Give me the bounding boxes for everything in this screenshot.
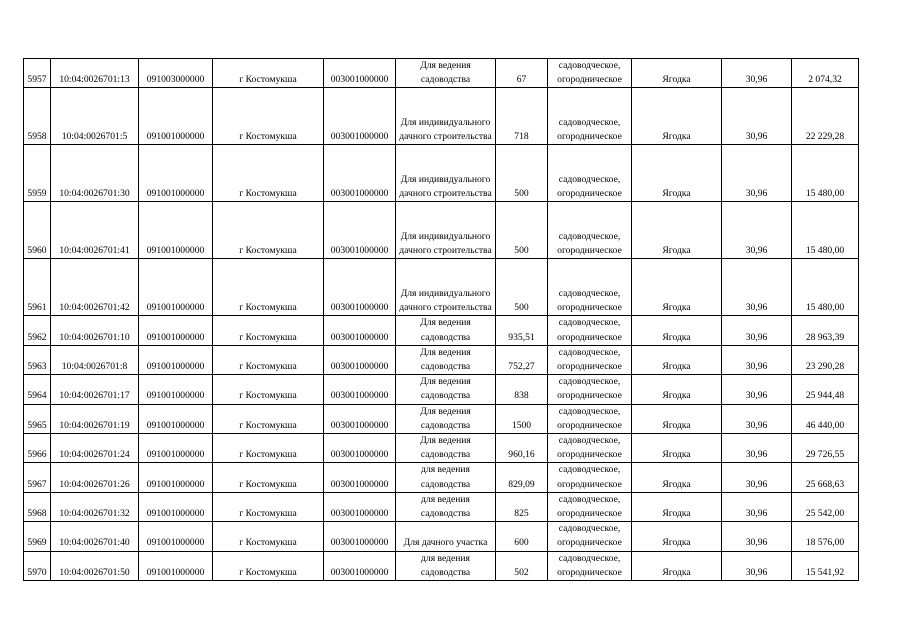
cadastral-number-cell: 10:04:0026701:50	[51, 551, 139, 580]
purpose-cell: Для дачного участка	[396, 522, 496, 551]
area-cell: 825	[496, 492, 548, 521]
cadastral-value-cell: 15 480,00	[792, 202, 859, 259]
category-cell: садоводческое, огородническое	[548, 259, 632, 316]
city-cell: г Костомукша	[213, 259, 324, 316]
cadastral-number-cell: 10:04:0026701:17	[51, 375, 139, 404]
area-cell: 600	[496, 522, 548, 551]
table-row	[24, 375, 859, 404]
table-row	[24, 551, 859, 580]
purpose-cell: Для ведения садоводства	[396, 345, 496, 374]
category-cell: садоводческое, огородническое	[548, 434, 632, 463]
row-number-cell: 5965	[24, 404, 51, 433]
oktmo-code-cell: 091001000000	[139, 375, 213, 404]
purpose-cell: Для ведения садоводства	[396, 59, 496, 88]
okato-code-cell: 003001000000	[324, 345, 396, 374]
okato-code-cell: 003001000000	[324, 88, 396, 145]
table-row	[24, 345, 859, 374]
row-number-cell: 5957	[24, 59, 51, 88]
rate-cell: 30,96	[722, 202, 792, 259]
row-number-cell: 5969	[24, 522, 51, 551]
city-cell: г Костомукша	[213, 345, 324, 374]
settlement-cell: Ягодка	[632, 463, 722, 492]
purpose-cell: для ведения садоводства	[396, 551, 496, 580]
settlement-cell: Ягодка	[632, 202, 722, 259]
purpose-cell: Для индивидуального дачного строительства	[396, 259, 496, 316]
table-row	[24, 202, 859, 259]
okato-code-cell: 003001000000	[324, 463, 396, 492]
category-cell: садоводческое, огородническое	[548, 59, 632, 88]
cadastral-value-cell: 29 726,55	[792, 434, 859, 463]
category-cell: садоводческое, огородническое	[548, 463, 632, 492]
area-cell: 752,27	[496, 345, 548, 374]
rate-cell: 30,96	[722, 522, 792, 551]
row-number-cell: 5968	[24, 492, 51, 521]
table-row	[24, 145, 859, 202]
okato-code-cell: 003001000000	[324, 492, 396, 521]
settlement-cell: Ягодка	[632, 551, 722, 580]
area-cell: 500	[496, 145, 548, 202]
okato-code-cell: 003001000000	[324, 259, 396, 316]
area-cell: 500	[496, 202, 548, 259]
purpose-cell: Для ведения садоводства	[396, 434, 496, 463]
cadastral-number-cell: 10:04:0026701:32	[51, 492, 139, 521]
rate-cell: 30,96	[722, 404, 792, 433]
cadastral-value-cell: 25 944,48	[792, 375, 859, 404]
rate-cell: 30,96	[722, 259, 792, 316]
category-cell: садоводческое, огородническое	[548, 404, 632, 433]
settlement-cell: Ягодка	[632, 345, 722, 374]
oktmo-code-cell: 091001000000	[139, 404, 213, 433]
cadastral-value-cell: 23 290,28	[792, 345, 859, 374]
settlement-cell: Ягодка	[632, 434, 722, 463]
cadastral-value-cell: 46 440,00	[792, 404, 859, 433]
cadastral-value-cell: 28 963,39	[792, 316, 859, 345]
area-cell: 838	[496, 375, 548, 404]
okato-code-cell: 003001000000	[324, 375, 396, 404]
okato-code-cell: 003001000000	[324, 404, 396, 433]
purpose-cell: Для индивидуального дачного строительства	[396, 145, 496, 202]
row-number-cell: 5961	[24, 259, 51, 316]
oktmo-code-cell: 091001000000	[139, 492, 213, 521]
row-number-cell: 5960	[24, 202, 51, 259]
purpose-cell: для ведения садоводства	[396, 463, 496, 492]
okato-code-cell: 003001000000	[324, 551, 396, 580]
rate-cell: 30,96	[722, 551, 792, 580]
rate-cell: 30,96	[722, 492, 792, 521]
city-cell: г Костомукша	[213, 522, 324, 551]
table-row	[24, 522, 859, 551]
row-number-cell: 5963	[24, 345, 51, 374]
table-row	[24, 463, 859, 492]
cadastral-number-cell: 10:04:0026701:24	[51, 434, 139, 463]
city-cell: г Костомукша	[213, 434, 324, 463]
oktmo-code-cell: 091001000000	[139, 434, 213, 463]
category-cell: садоводческое, огородническое	[548, 345, 632, 374]
row-number-cell: 5964	[24, 375, 51, 404]
rate-cell: 30,96	[722, 88, 792, 145]
settlement-cell: Ягодка	[632, 88, 722, 145]
oktmo-code-cell: 091001000000	[139, 345, 213, 374]
area-cell: 1500	[496, 404, 548, 433]
category-cell: садоводческое, огородническое	[548, 492, 632, 521]
cadastral-value-cell: 18 576,00	[792, 522, 859, 551]
category-cell: садоводческое, огородническое	[548, 522, 632, 551]
category-cell: садоводческое, огородническое	[548, 145, 632, 202]
rate-cell: 30,96	[722, 463, 792, 492]
category-cell: садоводческое, огородническое	[548, 202, 632, 259]
cadastral-value-cell: 22 229,28	[792, 88, 859, 145]
purpose-cell: Для индивидуального дачного строительства	[396, 88, 496, 145]
oktmo-code-cell: 091001000000	[139, 463, 213, 492]
area-cell: 935,51	[496, 316, 548, 345]
settlement-cell: Ягодка	[632, 145, 722, 202]
cadastral-number-cell: 10:04:0026701:42	[51, 259, 139, 316]
category-cell: садоводческое, огородническое	[548, 551, 632, 580]
city-cell: г Костомукша	[213, 145, 324, 202]
category-cell: садоводческое, огородническое	[548, 375, 632, 404]
cadastral-number-cell: 10:04:0026701:13	[51, 59, 139, 88]
okato-code-cell: 003001000000	[324, 434, 396, 463]
area-cell: 502	[496, 551, 548, 580]
oktmo-code-cell: 091001000000	[139, 316, 213, 345]
cadastral-value-cell: 2 074,32	[792, 59, 859, 88]
area-cell: 500	[496, 259, 548, 316]
oktmo-code-cell: 091001000000	[139, 88, 213, 145]
city-cell: г Костомукша	[213, 375, 324, 404]
table-row	[24, 316, 859, 345]
settlement-cell: Ягодка	[632, 259, 722, 316]
settlement-cell: Ягодка	[632, 375, 722, 404]
okato-code-cell: 003001000000	[324, 59, 396, 88]
cadastral-value-cell: 15 480,00	[792, 145, 859, 202]
settlement-cell: Ягодка	[632, 404, 722, 433]
row-number-cell: 5958	[24, 88, 51, 145]
rate-cell: 30,96	[722, 375, 792, 404]
cadastral-number-cell: 10:04:0026701:26	[51, 463, 139, 492]
table-row	[24, 404, 859, 433]
area-cell: 67	[496, 59, 548, 88]
settlement-cell: Ягодка	[632, 316, 722, 345]
rate-cell: 30,96	[722, 145, 792, 202]
cadastral-number-cell: 10:04:0026701:19	[51, 404, 139, 433]
oktmo-code-cell: 091001000000	[139, 522, 213, 551]
purpose-cell: Для ведения садоводства	[396, 316, 496, 345]
category-cell: садоводческое, огородническое	[548, 316, 632, 345]
oktmo-code-cell: 091001000000	[139, 551, 213, 580]
city-cell: г Костомукша	[213, 492, 324, 521]
oktmo-code-cell: 091001000000	[139, 145, 213, 202]
rate-cell: 30,96	[722, 345, 792, 374]
rate-cell: 30,96	[722, 59, 792, 88]
city-cell: г Костомукша	[213, 551, 324, 580]
category-cell: садоводческое, огородническое	[548, 88, 632, 145]
area-cell: 960,16	[496, 434, 548, 463]
settlement-cell: Ягодка	[632, 492, 722, 521]
cadastral-number-cell: 10:04:0026701:10	[51, 316, 139, 345]
cadastral-number-cell: 10:04:0026701:8	[51, 345, 139, 374]
row-number-cell: 5959	[24, 145, 51, 202]
row-number-cell: 5966	[24, 434, 51, 463]
area-cell: 829,09	[496, 463, 548, 492]
row-number-cell: 5967	[24, 463, 51, 492]
city-cell: г Костомукша	[213, 88, 324, 145]
table-row	[24, 434, 859, 463]
rate-cell: 30,96	[722, 434, 792, 463]
cadastral-number-cell: 10:04:0026701:5	[51, 88, 139, 145]
table-row	[24, 88, 859, 145]
city-cell: г Костомукша	[213, 463, 324, 492]
rate-cell: 30,96	[722, 316, 792, 345]
table-row	[24, 59, 859, 88]
cadastral-value-cell: 25 542,00	[792, 492, 859, 521]
cadastral-number-cell: 10:04:0026701:41	[51, 202, 139, 259]
settlement-cell: Ягодка	[632, 59, 722, 88]
cadastral-value-cell: 15 480,00	[792, 259, 859, 316]
table-row	[24, 492, 859, 521]
settlement-cell: Ягодка	[632, 522, 722, 551]
table-body	[24, 59, 859, 581]
row-number-cell: 5962	[24, 316, 51, 345]
oktmo-code-cell: 091001000000	[139, 259, 213, 316]
city-cell: г Костомукша	[213, 59, 324, 88]
purpose-cell: для ведения садоводства	[396, 492, 496, 521]
land-plots-table	[23, 58, 859, 581]
row-number-cell: 5970	[24, 551, 51, 580]
okato-code-cell: 003001000000	[324, 145, 396, 202]
city-cell: г Костомукша	[213, 202, 324, 259]
cadastral-value-cell: 15 541,92	[792, 551, 859, 580]
okato-code-cell: 003001000000	[324, 522, 396, 551]
cadastral-number-cell: 10:04:0026701:40	[51, 522, 139, 551]
oktmo-code-cell: 091001000000	[139, 202, 213, 259]
cadastral-value-cell: 25 668,63	[792, 463, 859, 492]
document-page	[23, 58, 858, 581]
cadastral-number-cell: 10:04:0026701:30	[51, 145, 139, 202]
table-row	[24, 259, 859, 316]
oktmo-code-cell: 091003000000	[139, 59, 213, 88]
city-cell: г Костомукша	[213, 404, 324, 433]
okato-code-cell: 003001000000	[324, 202, 396, 259]
okato-code-cell: 003001000000	[324, 316, 396, 345]
area-cell: 718	[496, 88, 548, 145]
city-cell: г Костомукша	[213, 316, 324, 345]
purpose-cell: Для ведения садоводства	[396, 375, 496, 404]
purpose-cell: Для ведения садоводства	[396, 404, 496, 433]
purpose-cell: Для индивидуального дачного строительства	[396, 202, 496, 259]
